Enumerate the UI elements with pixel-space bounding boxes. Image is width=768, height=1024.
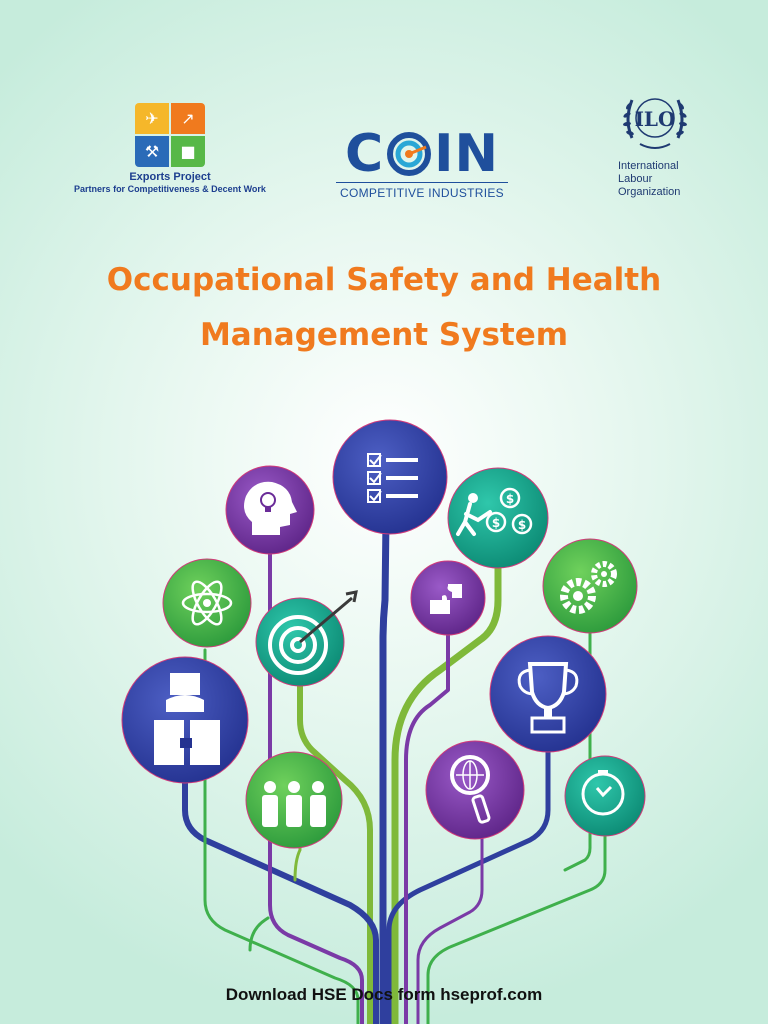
svg-text:$: $ <box>491 516 501 530</box>
puzzle-icon <box>411 561 485 635</box>
title-line-1: Occupational Safety and Health <box>106 262 662 298</box>
globe-search-icon <box>426 741 524 839</box>
ilo-emblem-text: ILO <box>634 107 676 131</box>
investment-icon <box>448 468 548 568</box>
trophy-icon <box>490 636 606 752</box>
exports-project-subtitle: Partners for Competitiveness & Decent Work <box>74 184 266 194</box>
svg-text:$: $ <box>505 492 515 506</box>
people-icon <box>246 752 342 848</box>
ilo-name-line3: Organization <box>618 186 681 198</box>
ilo-name-line1: International <box>618 160 679 172</box>
footer-download-note: Download HSE Docs form hseprof.com <box>225 985 543 1004</box>
clock-icon <box>565 756 645 836</box>
gears-icon <box>543 539 637 633</box>
coin-letter-c: C <box>344 124 385 184</box>
ilo-name-line2: Labour <box>618 173 653 185</box>
puzzle-logo-icon: ✈ ↗ ⚒ ■ <box>135 103 205 167</box>
idea-head-icon <box>226 466 314 554</box>
coin-subtitle: COMPETITIVE INDUSTRIES <box>336 182 508 200</box>
atom-icon <box>163 559 251 647</box>
exports-project-title: Exports Project <box>129 171 211 183</box>
handshake-icon <box>122 657 248 783</box>
svg-text:$: $ <box>517 518 527 532</box>
coin-letters-in: IN <box>434 124 500 184</box>
title-line-2: Management System <box>199 317 569 353</box>
checklist-icon <box>333 420 447 534</box>
